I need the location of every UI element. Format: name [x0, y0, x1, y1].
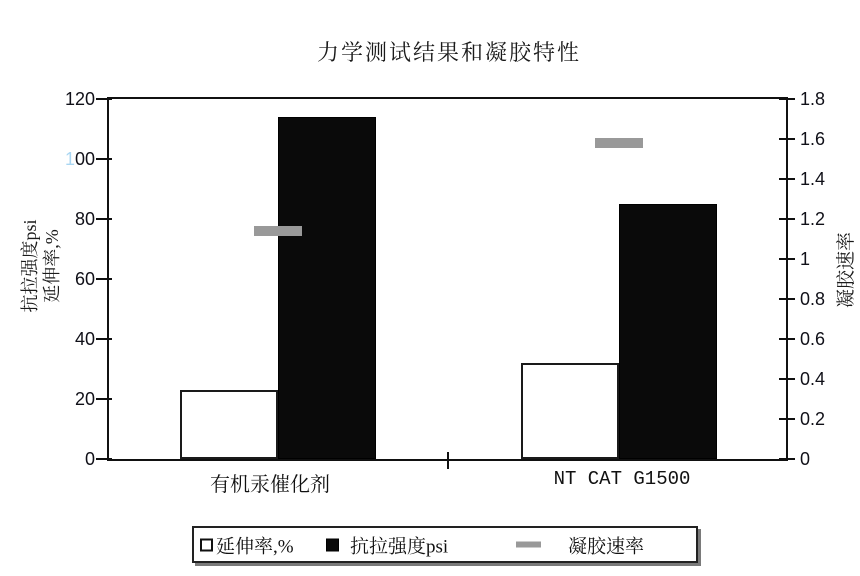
left-axis-tick-label: 100	[64, 149, 95, 169]
left-axis-tick-label: 20	[74, 389, 95, 409]
legend-swatch-gray-dash-icon	[516, 542, 541, 548]
gel-rate-marker-0	[254, 226, 302, 236]
right-axis-tick	[779, 458, 795, 460]
left-axis-tick	[96, 218, 112, 220]
right-axis-tick	[779, 418, 795, 420]
y-axis-left-label-line1: 抗拉强度psi	[20, 219, 40, 313]
y-axis-right-label: 凝胶速率	[836, 232, 857, 309]
legend-label-gel-rate: 凝胶速率	[568, 536, 645, 557]
x-category-label-0: 有机汞催化剂	[210, 474, 330, 496]
right-axis-tick	[779, 338, 795, 340]
right-axis-tick	[779, 218, 795, 220]
right-axis-tick-label: 0.2	[800, 409, 826, 429]
gel-rate-marker-1	[595, 138, 643, 148]
left-axis-tick	[96, 338, 112, 340]
bar-elongation-1	[521, 363, 619, 459]
left-axis-tick	[96, 398, 112, 400]
left-axis-tick	[96, 158, 112, 160]
left-axis-tick	[96, 278, 112, 280]
x-category-label-1: NT CAT G1500	[553, 468, 691, 490]
left-axis-tick-label: 60	[74, 269, 95, 289]
plot-area	[107, 97, 788, 461]
left-axis-tick	[96, 98, 112, 100]
bar-elongation-0	[180, 390, 278, 459]
legend-swatch-black-bar-icon	[326, 538, 339, 551]
left-axis-tick-label: 80	[74, 209, 95, 229]
right-axis-tick	[779, 98, 795, 100]
right-axis-tick	[779, 298, 795, 300]
right-axis-tick-label: 1.4	[800, 169, 826, 189]
left-axis-tick-label: 120	[64, 89, 95, 109]
right-axis-tick-label: 0.6	[800, 329, 826, 349]
legend-item-elongation	[200, 531, 294, 558]
left-axis-tick	[96, 458, 112, 460]
right-axis-tick-label: 1.6	[800, 129, 826, 149]
legend-item-gel-rate	[516, 531, 644, 558]
left-axis-tick-label: 40	[74, 329, 95, 349]
x-axis-mid-tick	[447, 452, 449, 469]
bar-tensile-0	[278, 117, 376, 459]
y-axis-left-label-line2: 延伸率,%	[42, 229, 62, 303]
left-axis-tick-label: 0	[84, 449, 95, 469]
bar-tensile-1	[619, 204, 717, 459]
right-axis-tick	[779, 138, 795, 140]
right-axis-tick-label: 1.2	[800, 209, 826, 229]
right-axis-tick	[779, 258, 795, 260]
right-axis-tick-label: 1	[800, 249, 811, 269]
right-axis-tick-label: 0.4	[800, 369, 826, 389]
chart-title: 力学测试结果和凝胶特性	[316, 40, 581, 65]
right-axis-tick	[779, 178, 795, 180]
right-axis-tick-label: 1.8	[800, 89, 826, 109]
right-axis-tick-label: 0	[800, 449, 811, 469]
right-axis-tick-label: 0.8	[800, 289, 826, 309]
tick-label-artifact-char: 1	[64, 149, 75, 169]
right-axis-tick	[779, 378, 795, 380]
legend-box	[192, 526, 698, 563]
legend-item-tensile	[326, 531, 448, 558]
legend-swatch-white-bar-icon	[200, 538, 213, 551]
legend-label-tensile: 抗拉强度psi	[350, 536, 449, 557]
legend-label-elongation: 延伸率,%	[216, 536, 294, 557]
